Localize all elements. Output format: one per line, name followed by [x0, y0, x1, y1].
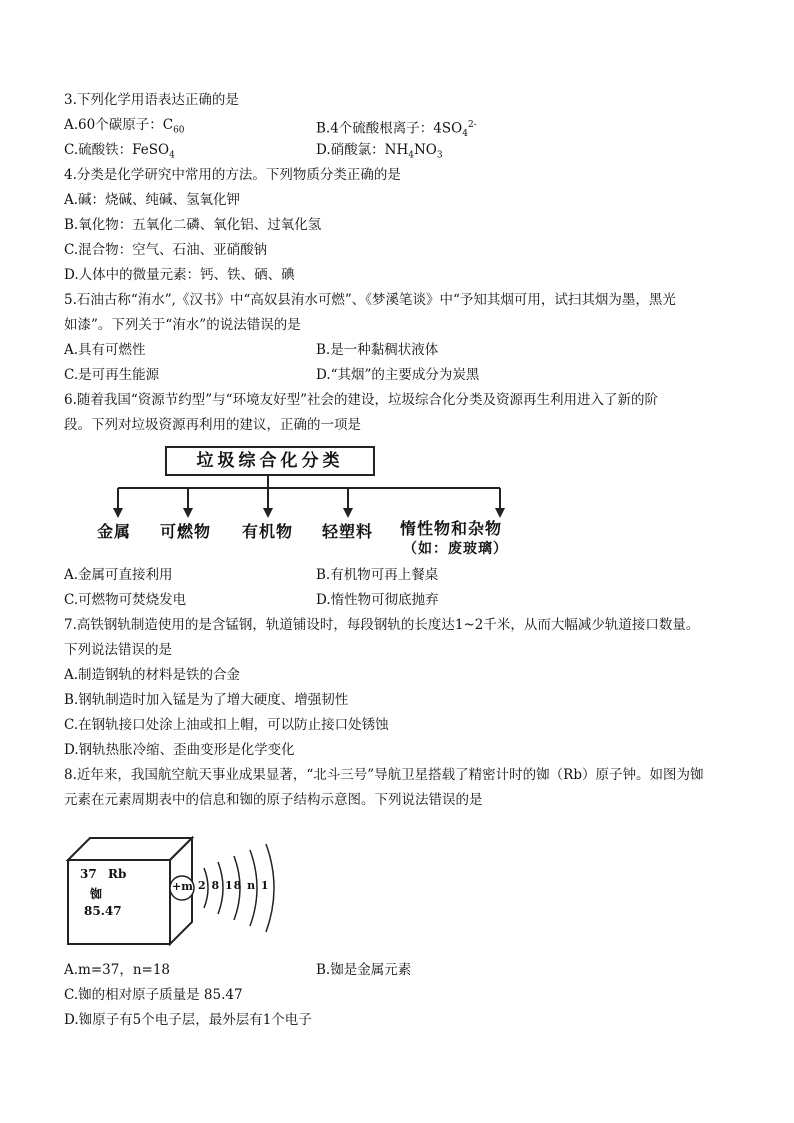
category-organic: 有机物 — [242, 522, 294, 541]
q6-stem-line2: 段。下列对垃圾资源再利用的建议，正确的一项是 — [64, 417, 361, 433]
q7-option-c: C.在钢轨接口处涂上油或扣上帽，可以防止接口处锈蚀 — [64, 717, 389, 733]
q8-stem-line1: 8.近年来，我国航空航天事业成果显著，“北斗三号”导航卫星搭载了精密计时的铷（Rb）原子钟。如图为铷 — [64, 767, 704, 783]
cell-atomic-number: 37 — [80, 867, 97, 881]
q8-option-b: B.铷是金属元素 — [316, 962, 412, 978]
q3-option-c: C.硫酸铁：FeSO$_4$ — [64, 142, 175, 161]
q3-stem: 3.下列化学用语表达正确的是 — [64, 92, 239, 108]
q7-option-d: D.钢轨热胀冷缩、歪曲变形是化学变化 — [64, 742, 295, 758]
q6-option-c: C.可燃物可焚烧发电 — [64, 592, 187, 608]
cell-element-name: 铷 — [90, 887, 103, 901]
q7-option-b: B.钢轨制造时加入锰是为了增大硬度、增强韧性 — [64, 692, 349, 708]
q8-stem-line2: 元素在元素周期表中的信息和铷的原子结构示意图。下列说法错误的是 — [64, 792, 483, 808]
category-inert-note: （如：废玻璃） — [403, 541, 508, 557]
q4-stem: 4.分类是化学研究中常用的方法。下列物质分类正确的是 — [64, 167, 401, 183]
q5-stem-line1: 5.石油古称“洧水”,《汉书》中“高奴县洧水可燃”、《梦溪笔谈》中“予知其烟可用，试扫其烟为墨，黑光 — [64, 292, 676, 308]
q5-option-b: B.是一种黏稠状液体 — [316, 342, 439, 358]
q7-option-a: A.制造钢轨的材料是铁的合金 — [64, 667, 241, 683]
category-combustible: 可燃物 — [160, 522, 212, 541]
arrowhead-plastic — [343, 508, 353, 518]
q6-option-a: A.金属可直接利用 — [64, 567, 173, 583]
diagram-title-box: 垃圾综合化分类 — [165, 446, 375, 476]
category-inert: 惰性物和杂物 — [400, 519, 503, 538]
q6-option-b: B.有机物可再上餐桌 — [316, 567, 439, 583]
q4-option-a: A.碱：烧碱、纯碱、氢氧化钾 — [64, 192, 241, 208]
cell-atomic-mass: 85.47 — [84, 904, 122, 918]
arrowhead-organic — [263, 508, 273, 518]
q6-option-d: D.惰性物可彻底抛弃 — [316, 592, 439, 608]
category-metal: 金属 — [97, 522, 132, 541]
q8-option-a: A.m=37，n=18 — [64, 962, 171, 978]
arrowhead-combustible — [183, 508, 193, 518]
q4-option-b: B.氧化物：五氧化二磷、氧化铝、过氧化氢 — [64, 217, 322, 233]
q3-option-b: B.4个硫酸根离子：$4SO_4^{2-}$ — [316, 120, 477, 140]
q7-stem-line2: 下列说法错误的是 — [64, 642, 172, 658]
q8-option-c: C.铷的相对原子质量是 85.47 — [64, 987, 243, 1003]
q5-option-c: C.是可再生能源 — [64, 367, 160, 383]
q7-stem-line1: 7.高铁钢轨制造使用的是含锰钢，轨道铺设时，每段钢轨的长度达1~2千米，从而大幅减少轨道接口数量。 — [64, 617, 700, 633]
electron-shell-counts: 2 8 18 n 1 — [198, 879, 270, 892]
q3-option-a: A.60个碳原子：$C_{60}$ — [64, 117, 185, 136]
cell-symbol: Rb — [108, 867, 127, 881]
q8-option-d: D.铷原子有5个电子层，最外层有1个电子 — [64, 1012, 312, 1028]
q3-option-d: D.硝酸氯：$NH_4NO_3$ — [316, 142, 443, 161]
q5-option-d: D.“其烟”的主要成分为炭黑 — [316, 367, 480, 383]
q4-option-c: C.混合物：空气、石油、亚硝酸钠 — [64, 242, 268, 258]
q5-option-a: A.具有可燃性 — [64, 342, 146, 358]
q4-option-d: D.人体中的微量元素：钙、铁、硒、碘 — [64, 267, 295, 283]
category-light-plastic: 轻塑料 — [322, 522, 374, 541]
q6-stem-line1: 6.随着我国“资源节约型”与“环境友好型”社会的建设，垃圾综合化分类及资源再生利用进入了新的阶 — [64, 392, 658, 408]
arrowhead-metal — [113, 508, 123, 518]
q5-stem-line2: 如漆”。下列关于“洧水”的说法错误的是 — [64, 317, 301, 333]
nucleus-charge: +m — [172, 880, 193, 893]
